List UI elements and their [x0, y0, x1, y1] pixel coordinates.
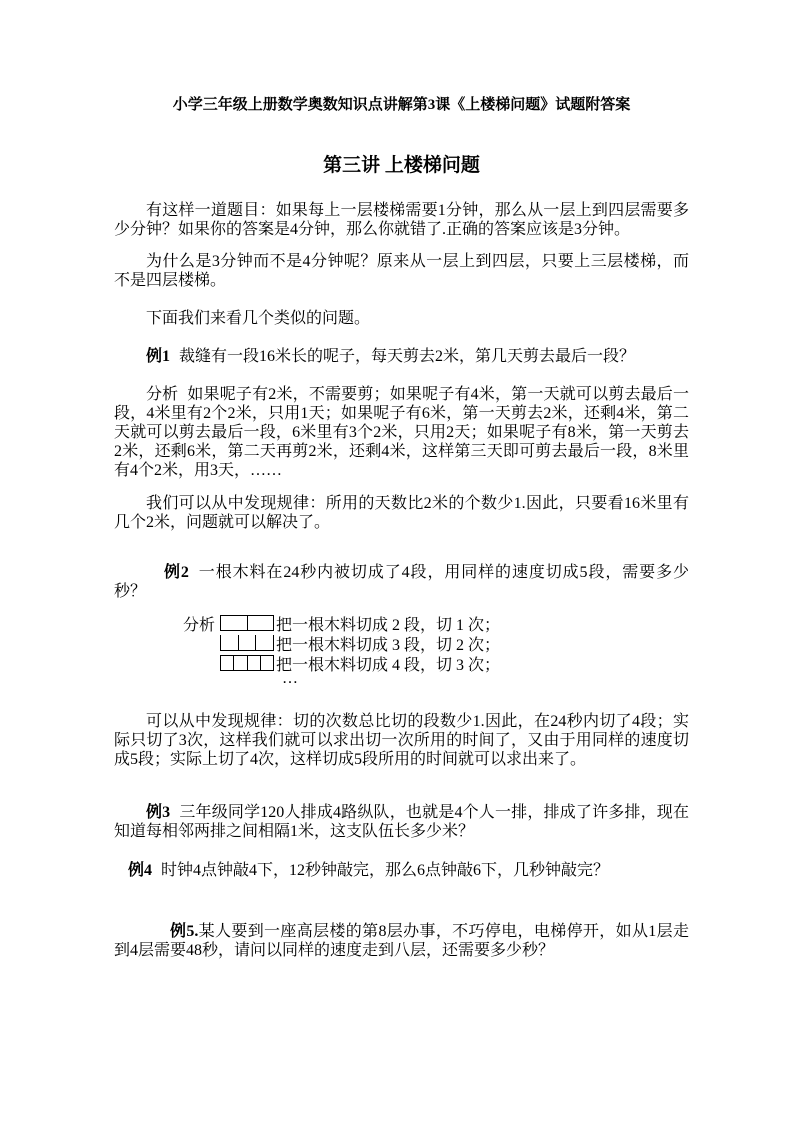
example-3-text: 三年级同学120人排成4路纵队，也就是4个人一排，排成了许多排，现在知道每相邻两排之间相隔1米，这支队伍长多少米？	[114, 804, 689, 840]
example-5-text: 某人要到一座高层楼的第8层办事，不巧停电，电梯停开，如从1层走到4层需要48秒，请问以同样的速度走到八层，还需要多少秒？	[114, 923, 689, 959]
cut-row-2-text: 把一根木料切成 3 段，切 2 次；	[276, 636, 501, 654]
example-1-text: 裁缝有一段16米长的呢子，每天剪去2米，第几天剪去最后一段？	[179, 348, 636, 365]
example-4	[114, 861, 689, 880]
example-5-label: 例5.	[170, 923, 199, 940]
example-5	[114, 922, 689, 960]
paragraph-rule-1: 我们可以从中发现规律：所用的天数比2米的个数少1.因此，只要看16米里有几个2米，问题就可以解决了。	[114, 495, 689, 531]
paragraph-intro-2: 为什么是3分钟而不是4分钟呢？原来从一层上到四层，只要上三层楼梯，而不是四层楼梯。	[114, 253, 689, 289]
wood-bar-3-segments	[220, 635, 274, 651]
cut-row-3-text: 把一根木料切成 4 段，切 3 次；	[276, 656, 501, 674]
paragraph-intro-1: 有这样一道题目：如果每上一层楼梯需要1分钟，那么从一层上到四层需要多少分钟？如果你的答案是4分钟，那么你就错了.正确的答案应该是3分钟。	[114, 202, 689, 238]
document-title: 小学三年级上册数学奥数知识点讲解第3课《上楼梯问题》试题附答案	[172, 97, 631, 113]
example-4-label: 例4	[128, 862, 153, 879]
cut-diagram-row-3	[114, 653, 689, 673]
analysis-example-1	[114, 385, 689, 480]
cut-diagram-row-2	[114, 633, 689, 653]
example-2	[114, 563, 689, 601]
example-3	[114, 803, 689, 841]
lesson-heading: 第三讲 上楼梯问题	[323, 155, 480, 176]
cut-diagram-row-1	[114, 613, 689, 633]
example-1	[114, 347, 689, 366]
example-1-label: 例1	[146, 348, 171, 365]
wood-bar-2-segments	[220, 615, 274, 631]
example-2-label: 例2	[164, 564, 189, 581]
cut-row-1-text: 把一根木料切成 2 段，切 1 次；	[276, 616, 501, 634]
cut-diagram	[114, 613, 689, 689]
paragraph-rule-2: 可以从中发现规律：切的次数总比切的段数少1.因此，在24秒内切了4段；实际只切了3次，这样我们就可以求出切一次所用的时间了，又由于用同样的速度切成5段；实际上切了4次，这样切成5段所用的时间就可以求出来了。	[114, 713, 689, 768]
example-2-text: 一根木料在24秒内被切成了4段，用同样的速度切成5段，需要多少秒？	[114, 564, 689, 600]
analysis-1-text: 如果呢子有2米，不需要剪；如果呢子有4米，第一天就可以剪去最后一段，4米里有2个2米，只用1天；如果呢子有6米，第一天剪去2米，还剩4米，第二天就可以剪去最后一段，6米里有3个2米，只用2天；如果呢子有8米，第一天剪去2米，还剩6米，第二天再剪2米，还剩4米，这样第三天即可剪去最后一段，8米里有4个2米，用3天，……	[114, 386, 689, 479]
example-3-label: 例3	[146, 804, 171, 821]
diagram-ellipsis: …	[282, 670, 299, 687]
analysis-2-label: 分析	[183, 616, 216, 634]
analysis-1-label: 分析	[146, 386, 179, 403]
example-4-text: 时钟4点钟敲4下，12秒钟敲完，那么6点钟敲6下，几秒钟敲完？	[161, 862, 610, 879]
paragraph-intro-3: 下面我们来看几个类似的问题。	[146, 310, 371, 327]
wood-bar-4-segments	[220, 655, 274, 671]
